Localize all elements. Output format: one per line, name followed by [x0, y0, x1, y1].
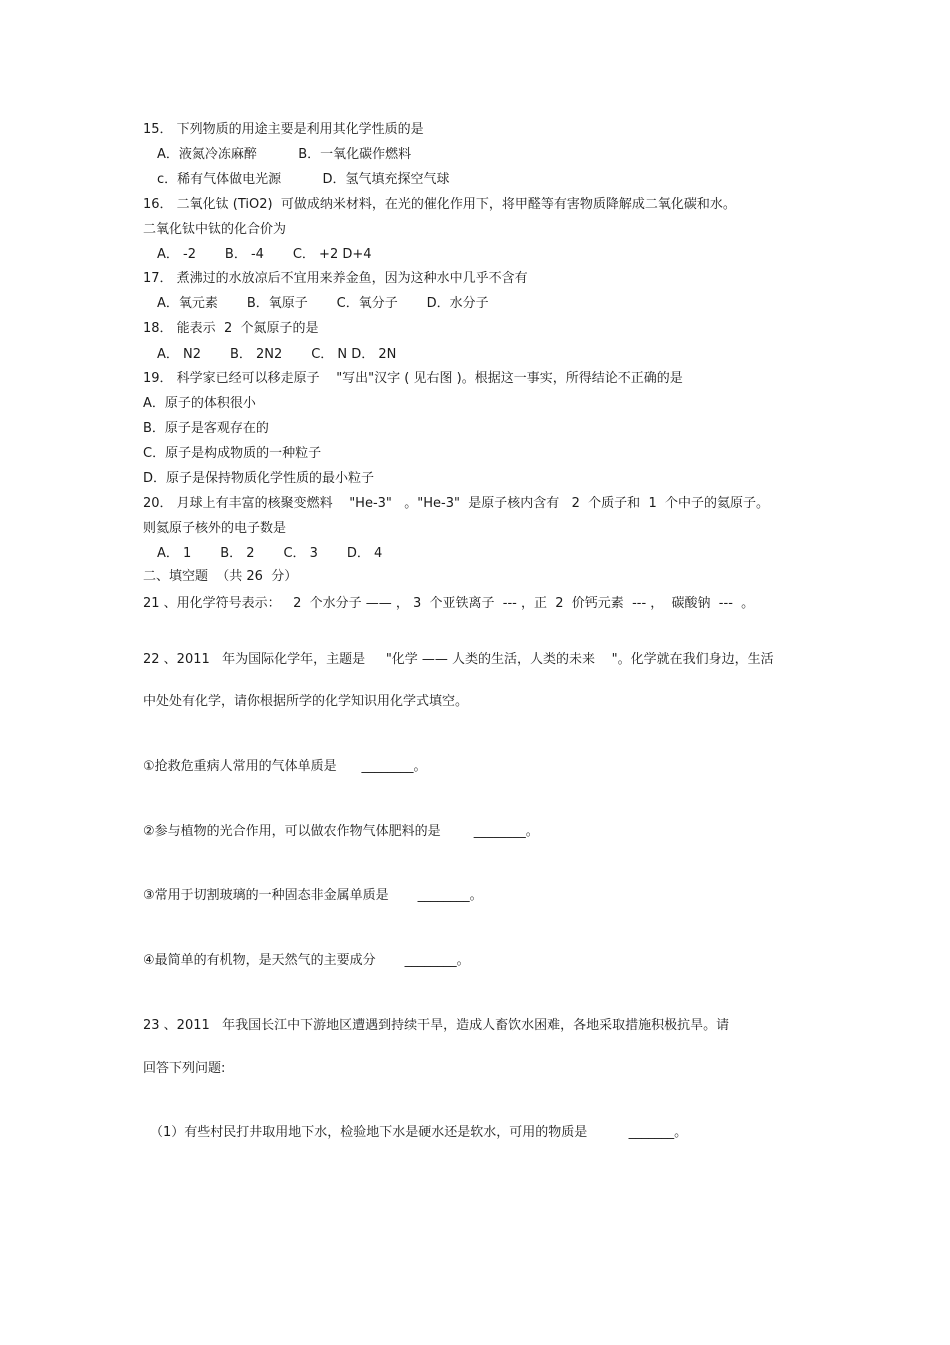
question-22-item-4: ④最简单的有机物，是天然气的主要成分 ________。	[143, 953, 470, 968]
question-23-stem: 23 、2011 年我国长江中下游地区遭遇到持续干旱，造成人畜饮水困难，各地采取措施积极抗旱。请	[143, 1018, 730, 1033]
question-23-stem-continued: 回答下列问题:	[143, 1061, 226, 1076]
question-18-stem: 18． 能表示 2 个氮原子的是	[143, 321, 319, 336]
question-20-stem: 20． 月球上有丰富的核聚变燃料 "He-3" 。"He-3" 是原子核内含有 2 个质子和 1 个中子的氦原子。	[143, 496, 769, 511]
question-16-stem-continued: 二氧化钛中钛的化合价为	[143, 222, 287, 237]
section-2-heading: 二、填空题 （共 26 分）	[143, 569, 298, 584]
question-18-options: A． N2 B． 2N2 C． N D． 2N	[157, 347, 397, 362]
question-15-options-row-2: c．稀有气体做电光源 D．氢气填充探空气球	[157, 172, 450, 187]
question-19-option-d: D．原子是保持物质化学性质的最小粒子	[143, 471, 375, 486]
question-20-options: A． 1 B． 2 C． 3 D． 4	[157, 546, 383, 561]
question-19-option-b: B．原子是客观存在的	[143, 421, 269, 436]
question-17-options: A．氧元素 B．氧原子 C．氧分子 D．水分子	[157, 296, 489, 311]
question-22-item-3: ③常用于切割玻璃的一种固态非金属单质是 ________。	[143, 888, 483, 903]
question-19-option-a: A．原子的体积很小	[143, 396, 256, 411]
question-17-stem: 17． 煮沸过的水放凉后不宜用来养金鱼，因为这种水中几乎不含有	[143, 271, 528, 286]
question-20-stem-continued: 则氦原子核外的电子数是	[143, 521, 287, 536]
question-23-item-1: （1）有些村民打井取用地下水，检验地下水是硬水还是软水，可用的物质是 _______。	[150, 1125, 688, 1140]
question-15-options-row-1: A．液氮冷冻麻醉 B．一氧化碳作燃料	[157, 147, 412, 162]
question-19-option-c: C．原子是构成物质的一种粒子	[143, 446, 322, 461]
question-16-stem: 16． 二氧化钛 (TiO2) 可做成纳米材料，在光的催化作用下，将甲醛等有害物质降解成二氧化碳和水。	[143, 197, 736, 212]
question-22-stem: 22 、2011 年为国际化学年，主题是 "化学 —— 人类的生活，人类的未来 "。化学就在我们身边，生活	[143, 652, 774, 667]
question-22-item-1: ①抢救危重病人常用的气体单质是 ________。	[143, 759, 427, 774]
question-16-options: A． -2 B． -4 C． +2 D+4	[157, 247, 372, 262]
question-15-stem: 15． 下列物质的用途主要是利用其化学性质的是	[143, 122, 424, 137]
question-22-item-2: ②参与植物的光合作用，可以做农作物气体肥料的是 ________。	[143, 824, 539, 839]
question-22-stem-continued: 中处处有化学，请你根据所学的化学知识用化学式填空。	[143, 694, 469, 709]
question-19-stem: 19． 科学家已经可以移走原子 "写出"汉字 ( 见右图 )。根据这一事实，所得结论不正确的是	[143, 371, 683, 386]
question-21-stem: 21 、用化学符号表示： 2 个水分子 —— ， 3 个亚铁离子 --- ，正 2 价钙元素 --- ， 碳酸钠 --- 。	[143, 596, 755, 611]
